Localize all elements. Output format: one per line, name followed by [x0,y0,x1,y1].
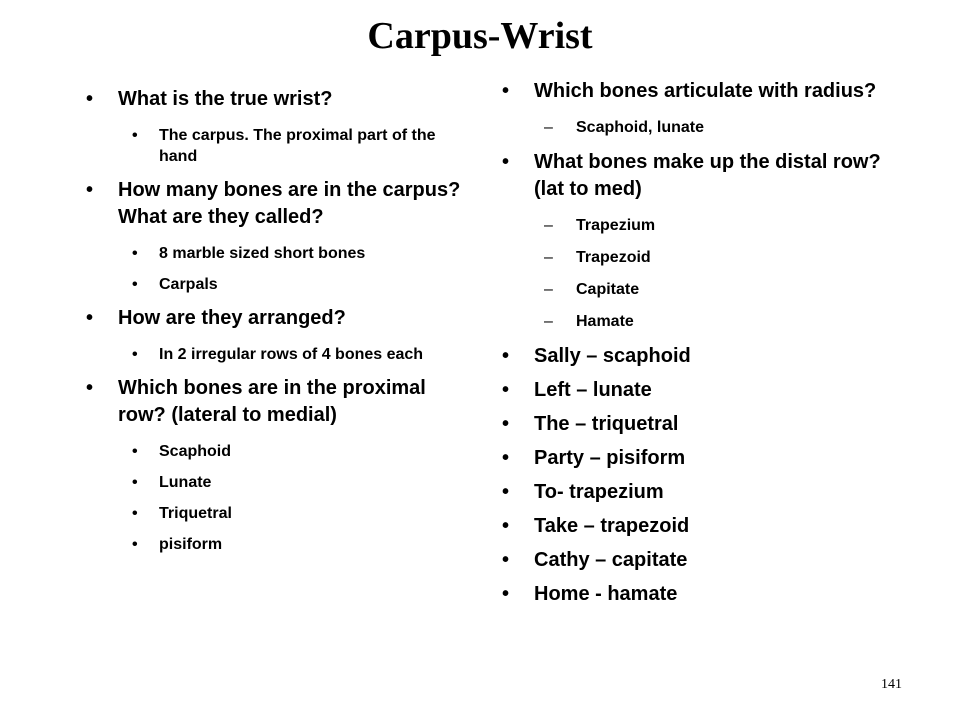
bullet-icon: • [502,151,510,173]
answer-text: Hamate [576,313,634,330]
bullet-icon: • [132,346,138,363]
answer-text: Carpals [159,276,218,293]
question-text: What is the true wrist? [118,88,333,110]
bullet-icon: • [132,443,138,460]
distal-bone-trapezoid [502,247,892,268]
bullet-icon: • [132,245,138,262]
mnemonic-text: Party – pisiform [534,447,686,469]
bullet-icon: • [502,345,510,367]
answer-radius-articulation [502,117,892,138]
question-proximal-row [86,375,476,429]
bullet-icon: • [502,80,510,102]
question-text: Which bones are in the proximal row? (lateral to medial) [118,377,426,426]
question-text: What bones make up the distal row? (lat to med) [534,151,881,200]
mnemonic-item [502,513,892,539]
dash-icon: – [544,217,553,234]
mnemonic-text: Sally – scaphoid [534,345,691,367]
mnemonic-item [502,479,892,505]
answer-bone-name [86,274,476,295]
distal-bone-trapezium [502,215,892,236]
slide-title: Carpus-Wrist [367,15,593,57]
answer-text: The carpus. The proximal part of the hand [159,127,436,165]
answer-text: Triquetral [159,505,232,522]
mnemonic-text: To- trapezium [534,481,664,503]
bullet-icon: • [132,474,138,491]
dash-icon: – [544,313,553,330]
question-arrangement [86,305,476,332]
answer-text: pisiform [159,536,223,553]
mnemonic-item [502,547,892,573]
proximal-bone-pisiform [86,534,476,555]
bullet-icon: • [86,307,94,329]
answer-text: Trapezium [576,217,656,234]
right-column [502,78,892,615]
question-text: How are they arranged? [118,307,346,329]
mnemonic-text: The – triquetral [534,413,679,435]
bullet-icon: • [502,447,510,469]
proximal-bone-lunate [86,472,476,493]
bullet-icon: • [132,536,138,553]
bullet-icon: • [86,179,94,201]
dash-icon: – [544,119,553,136]
mnemonic-item [502,377,892,403]
question-distal-row [502,149,892,203]
bullet-icon: • [502,481,510,503]
mnemonic-item [502,411,892,437]
proximal-bone-triquetral [86,503,476,524]
mnemonic-item [502,445,892,471]
mnemonic-text: Cathy – capitate [534,549,688,571]
bullet-icon: • [502,583,510,605]
page-number: 141 [881,677,902,692]
answer-arrangement [86,344,476,365]
question-bone-count [86,177,476,231]
mnemonic-item [502,581,892,607]
bullet-icon: • [86,377,94,399]
answer-text: Lunate [159,474,212,491]
mnemonic-text: Left – lunate [534,379,652,401]
answer-bone-count [86,243,476,264]
mnemonic-text: Home - hamate [534,583,678,605]
left-column [86,86,476,565]
bullet-icon: • [502,549,510,571]
bullet-icon: • [502,515,510,537]
answer-text: Scaphoid, lunate [576,119,705,136]
bullet-icon: • [132,505,138,522]
distal-bone-capitate [502,279,892,300]
bullet-icon: • [132,276,138,293]
bullet-icon: • [502,379,510,401]
answer-text: Trapezoid [576,249,651,266]
question-radius-articulation [502,78,892,105]
answer-text: In 2 irregular rows of 4 bones each [159,346,424,363]
mnemonic-item [502,343,892,369]
bullet-icon: • [86,88,94,110]
question-text: Which bones articulate with radius? [534,80,877,102]
bullet-icon: • [502,413,510,435]
answer-text: Capitate [576,281,640,298]
dash-icon: – [544,249,553,266]
bullet-icon: • [132,127,138,144]
question-text: How many bones are in the carpus? What are they called? [118,179,461,228]
answer-text: 8 marble sized short bones [159,245,366,262]
answer-text: Scaphoid [159,443,232,460]
dash-icon: – [544,281,553,298]
proximal-bone-scaphoid [86,441,476,462]
question-true-wrist [86,86,476,113]
distal-bone-hamate [502,311,892,332]
mnemonic-text: Take – trapezoid [534,515,690,537]
answer-true-wrist [86,125,476,167]
